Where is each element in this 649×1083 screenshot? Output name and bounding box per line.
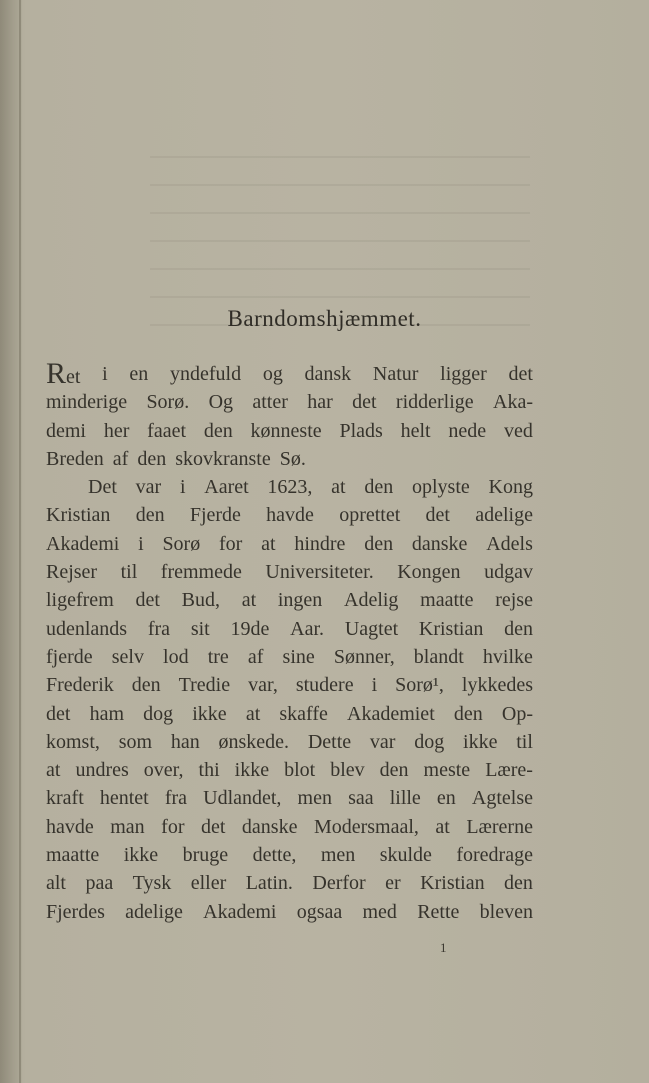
word: Lærerne (466, 815, 533, 838)
word: i (371, 674, 378, 697)
word: Rejser (46, 561, 98, 584)
text-line (46, 728, 533, 756)
word: ligefrem (46, 589, 114, 612)
word: ved (504, 419, 533, 442)
word: Natur (372, 363, 419, 385)
word: fjerde (46, 645, 93, 668)
word: Det (88, 476, 117, 499)
text-line (46, 357, 533, 390)
word: Aar. (290, 617, 325, 640)
word: selv (111, 645, 144, 668)
word: Aka- (493, 391, 533, 414)
word: maatte (420, 589, 474, 612)
word: Dette (307, 730, 352, 753)
word: Og (208, 391, 234, 414)
word: skaffe (279, 702, 328, 725)
word: Sorø (162, 532, 201, 555)
word: Tredie (178, 674, 231, 697)
word: Modersmaal, (313, 815, 419, 838)
word: han (170, 730, 200, 753)
word: den (203, 419, 233, 442)
word: Akademiet (347, 702, 435, 725)
word: bleven (479, 900, 533, 923)
word: Kongen (397, 561, 461, 584)
word: komst, (46, 730, 100, 753)
word: hvilke (482, 645, 533, 668)
word: men (320, 844, 356, 867)
word: undres (75, 759, 129, 782)
word: lille (389, 787, 421, 810)
word: 19de (230, 617, 270, 640)
word: Uagtet (344, 617, 399, 640)
word: at (435, 815, 450, 838)
word: Aaret (204, 476, 249, 499)
word: har (307, 391, 333, 414)
word: i (138, 532, 144, 555)
word: den (453, 702, 483, 725)
text-line (46, 869, 533, 897)
word: ikke (123, 844, 159, 867)
word: det (352, 391, 377, 414)
word: danske (411, 532, 468, 555)
word: ikke (192, 702, 227, 725)
word: Agtelse (471, 787, 533, 810)
word: at (331, 476, 346, 499)
word: kraft (46, 787, 84, 810)
word: ikke (463, 730, 498, 753)
word: Sorø¹, (395, 674, 444, 697)
word: Sø. (279, 447, 306, 470)
word: eller (190, 872, 227, 895)
word: i (179, 476, 186, 499)
word: oplyste (412, 476, 470, 499)
word: den (135, 504, 165, 527)
word: 1623, (267, 476, 313, 499)
word: Fjerdes (46, 900, 105, 923)
word: det (135, 589, 160, 612)
word: over, (143, 759, 184, 782)
word: paa (85, 872, 114, 895)
text-line (46, 615, 533, 643)
text-line (46, 784, 533, 812)
word: hindre (294, 532, 346, 555)
word: Frederik (46, 674, 114, 697)
text-line (46, 898, 533, 926)
word: thi (198, 759, 220, 782)
word: Adels (486, 532, 533, 555)
word: udgav (484, 561, 533, 584)
body-paragraphs (46, 357, 533, 926)
word: Plads (339, 419, 383, 442)
word: sine (282, 645, 315, 668)
text-line (46, 530, 533, 558)
word: fremmede (160, 561, 242, 584)
word: minderige (46, 391, 128, 414)
word: med (362, 900, 397, 923)
drop-cap: R (46, 357, 67, 390)
text-line (46, 756, 533, 784)
word: nede (448, 419, 487, 442)
word: det (508, 363, 533, 385)
chapter-heading: Barndomshjæmmet. (227, 306, 422, 331)
text-line (46, 445, 533, 473)
word: demi (46, 419, 86, 442)
word: tre (207, 645, 229, 668)
word: Tysk (132, 872, 172, 895)
text-line (46, 558, 533, 586)
word: Adelig (344, 589, 399, 612)
text-line (46, 841, 533, 869)
word: saa (348, 787, 374, 810)
word: her (103, 419, 130, 442)
word: at (261, 532, 276, 555)
word: alt (46, 872, 66, 895)
word: Ret (46, 357, 81, 390)
word: Lære- (485, 759, 533, 782)
text-line (46, 586, 533, 614)
word: fra (147, 617, 171, 640)
word: blot (284, 759, 316, 782)
word: sit (190, 617, 210, 640)
word: havde (266, 504, 314, 527)
word: Op- (501, 702, 533, 725)
text-line (46, 473, 533, 501)
word: Latin. (245, 872, 293, 895)
word: Derfor (312, 872, 366, 895)
word: ridderlige (395, 391, 474, 414)
word: for (161, 815, 185, 838)
word: lykkedes (461, 674, 533, 697)
word: af (112, 447, 129, 470)
word: lod (163, 645, 189, 668)
word: dog (414, 730, 445, 753)
text-line (46, 417, 533, 445)
text-line (46, 671, 533, 699)
word: dansk (304, 363, 352, 385)
text-line (46, 388, 533, 416)
word: Udlandet, (203, 787, 282, 810)
word: ikke (234, 759, 270, 782)
word: havde (46, 815, 94, 838)
word: Kristian (46, 504, 111, 527)
word: dog (143, 702, 174, 725)
word: maatte (46, 844, 100, 867)
word: skulde (379, 844, 432, 867)
word: af (247, 645, 264, 668)
word: det (200, 815, 226, 838)
word: en (436, 787, 456, 810)
word: Kong (488, 476, 533, 499)
text-line (46, 501, 533, 529)
word: den (504, 617, 533, 640)
word: atter (252, 391, 288, 414)
spine-edge (19, 0, 21, 1083)
word: Akademi (203, 900, 277, 923)
word: studere (295, 674, 354, 697)
word: skovkranste (175, 447, 271, 470)
word: blandt (413, 645, 464, 668)
word: udenlands (46, 617, 128, 640)
text-line (46, 813, 533, 841)
text-line (46, 700, 533, 728)
word: var (135, 476, 162, 499)
word: foredrage (456, 844, 533, 867)
word: bruge (182, 844, 229, 867)
word: for (219, 532, 243, 555)
word: den (379, 759, 409, 782)
word: en (129, 363, 149, 385)
word: det (425, 504, 450, 527)
word: var (369, 730, 396, 753)
word: meste (423, 759, 471, 782)
word: men (297, 787, 332, 810)
word: Fjerde (189, 504, 241, 527)
word: Kristian (420, 872, 485, 895)
word: ingen (277, 589, 323, 612)
word: den (504, 872, 533, 895)
word: den (131, 674, 161, 697)
word: man (110, 815, 145, 838)
word: adelige (475, 504, 533, 527)
word: Breden (46, 447, 104, 470)
word: hentet (99, 787, 149, 810)
word: i (102, 363, 108, 385)
word: Universiteter. (265, 561, 374, 584)
word: som (118, 730, 153, 753)
word: rejse (495, 589, 533, 612)
word: Kristian (418, 617, 484, 640)
word: ligger (440, 363, 487, 385)
word: ønskede. (218, 730, 290, 753)
word: den (137, 447, 167, 470)
word: Sorø. (146, 391, 190, 414)
word: kønneste (250, 419, 322, 442)
word: til (516, 730, 533, 753)
word: yndefuld (170, 363, 242, 385)
word: Akademi (46, 532, 120, 555)
word: helt (400, 419, 431, 442)
word: at (245, 702, 261, 725)
word: Rette (417, 900, 460, 923)
word: var, (248, 674, 278, 697)
word: ogsaa (296, 900, 343, 923)
word: at (241, 589, 257, 612)
word: faaet (147, 419, 187, 442)
word: den (364, 476, 394, 499)
word: til (120, 561, 138, 584)
page-number: 1 (440, 940, 447, 955)
word: adelige (125, 900, 183, 923)
word: oprettet (339, 504, 401, 527)
word: det (46, 702, 71, 725)
word: at (46, 759, 61, 782)
word: dette, (252, 844, 297, 867)
text-line (46, 643, 533, 671)
word: ham (89, 702, 124, 725)
word: den (364, 532, 394, 555)
word: og (262, 363, 283, 385)
word: blev (330, 759, 365, 782)
word: er (385, 872, 401, 895)
word: danske (241, 815, 298, 838)
word: Sønner, (333, 645, 395, 668)
word: Bud, (181, 589, 220, 612)
word: fra (164, 787, 188, 810)
